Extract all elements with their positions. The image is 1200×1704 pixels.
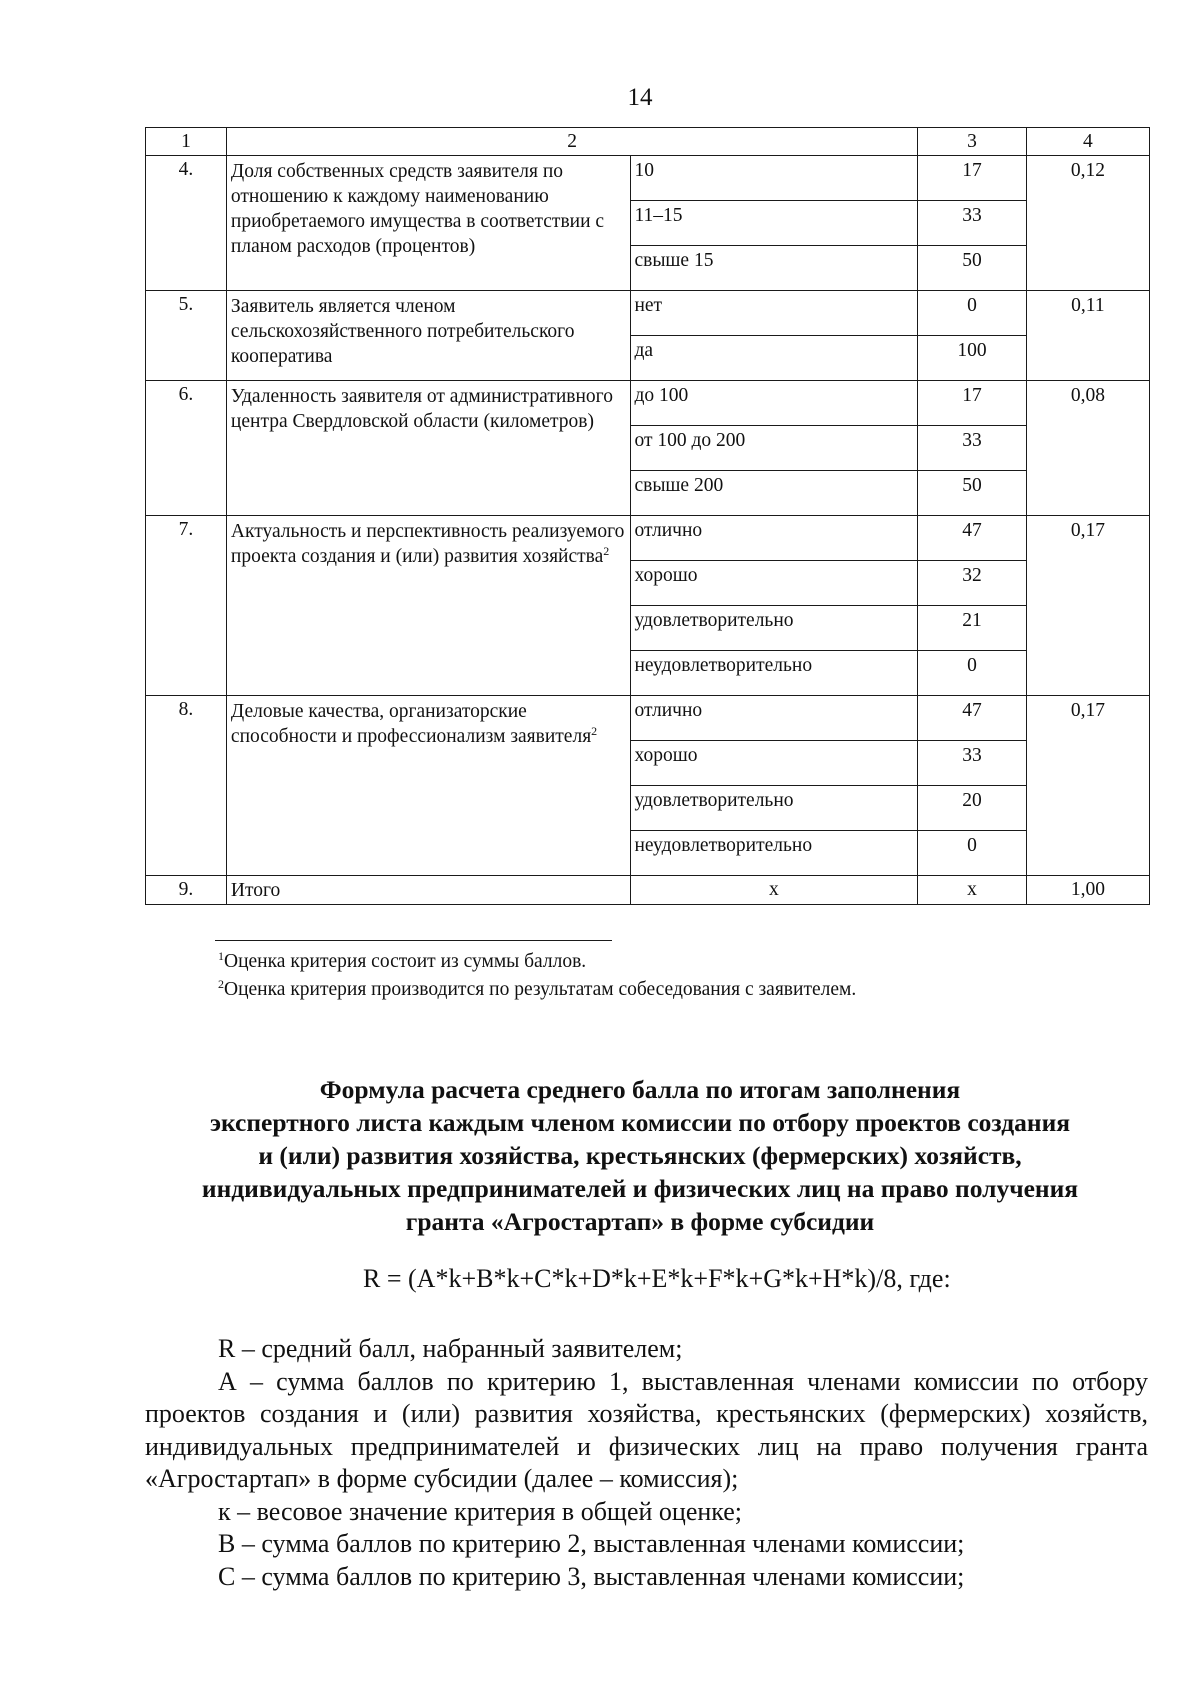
heading-line: и (или) развития хозяйства, крестьянских (фермерских) хозяйств,: [258, 1141, 1022, 1170]
criterion-name: [226, 381, 631, 516]
definition-k: к – весовое значение критерия в общей оценке;: [218, 1496, 743, 1526]
criterion-weight: 0,12: [1026, 156, 1149, 291]
footnote-1: $^1$Оценка критерия состоит из суммы баллов.: [218, 949, 587, 972]
option-label: удовлетворительно: [631, 606, 918, 651]
criterion-name-text: Доля собственных средств заявителя по отношению к каждому наименованию приобретаемого имущества в соответствии с планом расходов (процентов): [230, 161, 605, 257]
option-label: 10: [631, 156, 918, 201]
definition-r: R – средний балл, набранный заявителем;: [218, 1334, 683, 1363]
definition-a: А – сумма баллов по критерию 1, выставленная членами комиссии по отбору проектов создания и (или) развития хозяйства, крестьянских (фермерских) хозяйств, индивидуальных предпринимателей и физических лиц на право получения гранта «Агростартап» в форме субсидии (далее – комиссия);: [145, 1366, 1148, 1493]
footnote-mark: 2: [591, 724, 598, 738]
total-score: х: [918, 876, 1027, 905]
criterion-number: 7.: [146, 516, 227, 696]
option-label: неудовлетворительно: [631, 831, 918, 876]
definition-b: В – сумма баллов по критерию 2, выставленная членами комиссии;: [218, 1529, 965, 1558]
table-total-row: [146, 876, 1150, 905]
heading-line: гранта «Агростартап» в форме субсидии: [405, 1207, 875, 1236]
page-number: 14: [627, 84, 653, 111]
criterion-number: 5.: [146, 291, 227, 381]
option-label: отлично: [631, 696, 918, 741]
option-label: свыше 15: [631, 246, 918, 291]
total-label: Итого: [226, 876, 631, 905]
table-header-row: [146, 128, 1150, 156]
option-score: 33: [918, 426, 1027, 471]
criterion-weight: 0,08: [1026, 381, 1149, 516]
criterion-name-text: Актуальность и перспективность реализуемого проекта создания и (или) развития хозяйства: [230, 521, 625, 567]
criterion-weight: 0,17: [1026, 696, 1149, 876]
option-label: неудовлетворительно: [631, 651, 918, 696]
heading-line: экспертного листа каждым членом комиссии по отбору проектов создания: [209, 1108, 1071, 1137]
option-score: 47: [918, 516, 1027, 561]
footnote-mark: 2: [603, 544, 610, 558]
criterion-name-text: Деловые качества, организаторские способности и профессионализм заявителя: [230, 701, 592, 747]
option-score: 100: [918, 336, 1027, 381]
column-header: 1: [146, 128, 227, 156]
footnote-2: $^2$Оценка критерия производится по результатам собеседования с заявителем.: [218, 977, 857, 1000]
criteria-table: [145, 127, 1150, 905]
criterion-name: [226, 516, 631, 696]
table-row: [146, 291, 1150, 336]
criterion-name-text: Заявитель является членом сельскохозяйственного потребительского кооператива: [230, 296, 575, 367]
criterion-name: [226, 696, 631, 876]
total-number: 9.: [146, 876, 227, 905]
option-score: 17: [918, 381, 1027, 426]
option-label: удовлетворительно: [631, 786, 918, 831]
criterion-number: 6.: [146, 381, 227, 516]
criterion-name: [226, 156, 631, 291]
option-score: 32: [918, 561, 1027, 606]
column-header: 3: [918, 128, 1027, 156]
option-score: 0: [918, 291, 1027, 336]
table-row: [146, 696, 1150, 741]
option-label: отлично: [631, 516, 918, 561]
criterion-name-text: Удаленность заявителя от административного центра Свердловской области (километров): [230, 386, 613, 432]
footnotes: [218, 948, 856, 1004]
option-label: 11–15: [631, 201, 918, 246]
criterion-number: 4.: [146, 156, 227, 291]
option-label: хорошо: [631, 741, 918, 786]
option-score: 21: [918, 606, 1027, 651]
total-options: х: [631, 876, 918, 905]
option-label: до 100: [631, 381, 918, 426]
option-score: 33: [918, 741, 1027, 786]
option-score: 47: [918, 696, 1027, 741]
option-score: 33: [918, 201, 1027, 246]
column-header: 4: [1026, 128, 1149, 156]
table-row: [146, 381, 1150, 426]
option-label: да: [631, 336, 918, 381]
table-row: [146, 516, 1150, 561]
formula-heading: [140, 1073, 1140, 1238]
definitions: [145, 1333, 1148, 1593]
footnote-separator: [215, 940, 612, 941]
criterion-name: [226, 291, 631, 381]
option-score: 20: [918, 786, 1027, 831]
option-label: от 100 до 200: [631, 426, 918, 471]
option-score: 17: [918, 156, 1027, 201]
option-label: нет: [631, 291, 918, 336]
criterion-weight: 0,11: [1026, 291, 1149, 381]
option-score: 0: [918, 651, 1027, 696]
criterion-number: 8.: [146, 696, 227, 876]
option-score: 50: [918, 471, 1027, 516]
option-label: свыше 200: [631, 471, 918, 516]
option-score: 0: [918, 831, 1027, 876]
heading-line: индивидуальных предпринимателей и физических лиц на право получения: [201, 1174, 1079, 1203]
option-label: хорошо: [631, 561, 918, 606]
criterion-weight: 0,17: [1026, 516, 1149, 696]
option-score: 50: [918, 246, 1027, 291]
definition-c: С – сумма баллов по критерию 3, выставленная членами комиссии;: [218, 1561, 965, 1591]
table-row: [146, 156, 1150, 201]
total-weight: 1,00: [1026, 876, 1149, 905]
column-header: 2: [226, 128, 917, 156]
heading-line: Формула расчета среднего балла по итогам заполнения: [319, 1075, 961, 1104]
formula: R = (A*k+B*k+C*k+D*k+E*k+F*k+G*k+H*k)/8, где:: [363, 1264, 951, 1293]
